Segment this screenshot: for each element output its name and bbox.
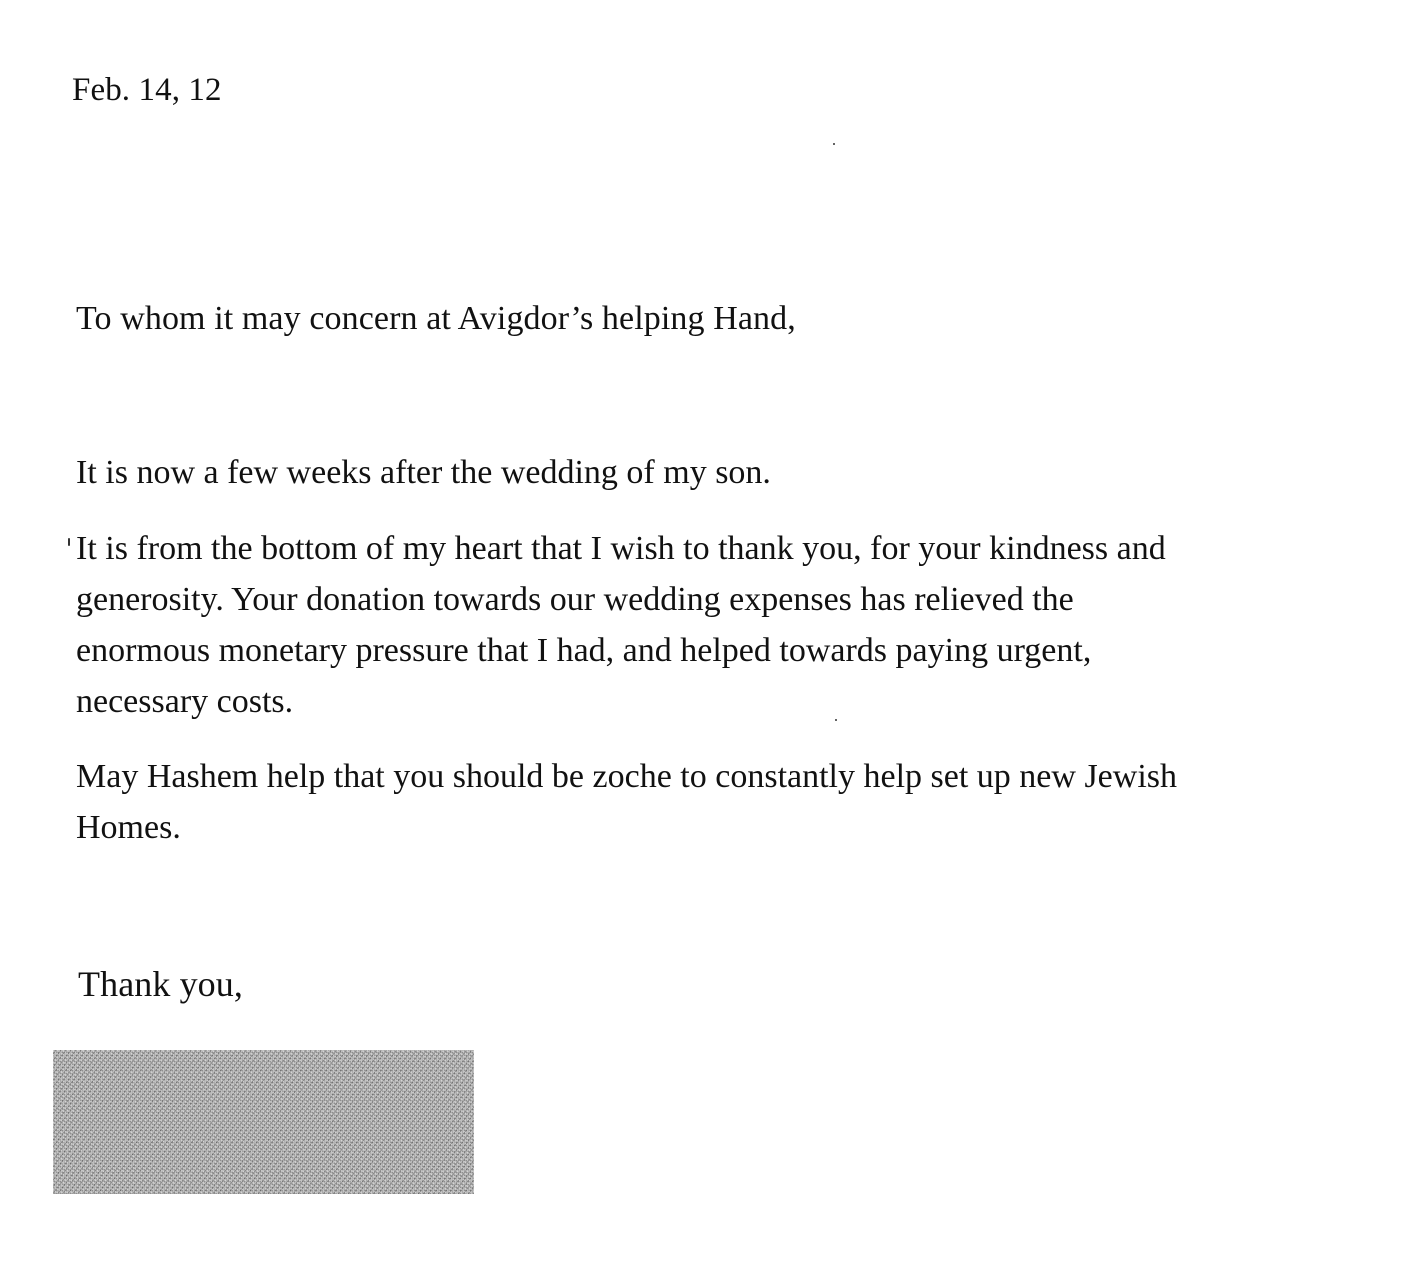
paragraph-line: generosity. Your donation towards our wedding expenses has relieved the <box>76 581 1074 618</box>
paragraph-line: Homes. <box>76 809 181 846</box>
paragraph-line: enormous monetary pressure that I had, and helped towards paying urgent, <box>76 632 1092 669</box>
scan-speck <box>835 719 837 721</box>
paragraph-line: necessary costs. <box>76 683 294 720</box>
redacted-signature <box>53 1050 474 1194</box>
letter-salutation: To whom it may concern at Avigdor’s helping Hand, <box>76 300 796 337</box>
paragraph-line: May Hashem help that you should be zoche to constantly help set up new Jewish <box>76 758 1177 795</box>
letter-paragraph <box>76 447 771 498</box>
letter-closing: Thank you, <box>78 964 243 1004</box>
scan-speck <box>833 143 835 145</box>
letter-paragraph <box>76 523 1166 727</box>
paragraph-line: It is from the bottom of my heart that I wish to thank you, for your kindness and <box>76 530 1166 567</box>
scan-speck <box>68 538 70 546</box>
paragraph-line: It is now a few weeks after the wedding of my son. <box>76 454 771 491</box>
letter-paragraph <box>76 751 1177 853</box>
letter-date: Feb. 14, 12 <box>72 72 222 108</box>
